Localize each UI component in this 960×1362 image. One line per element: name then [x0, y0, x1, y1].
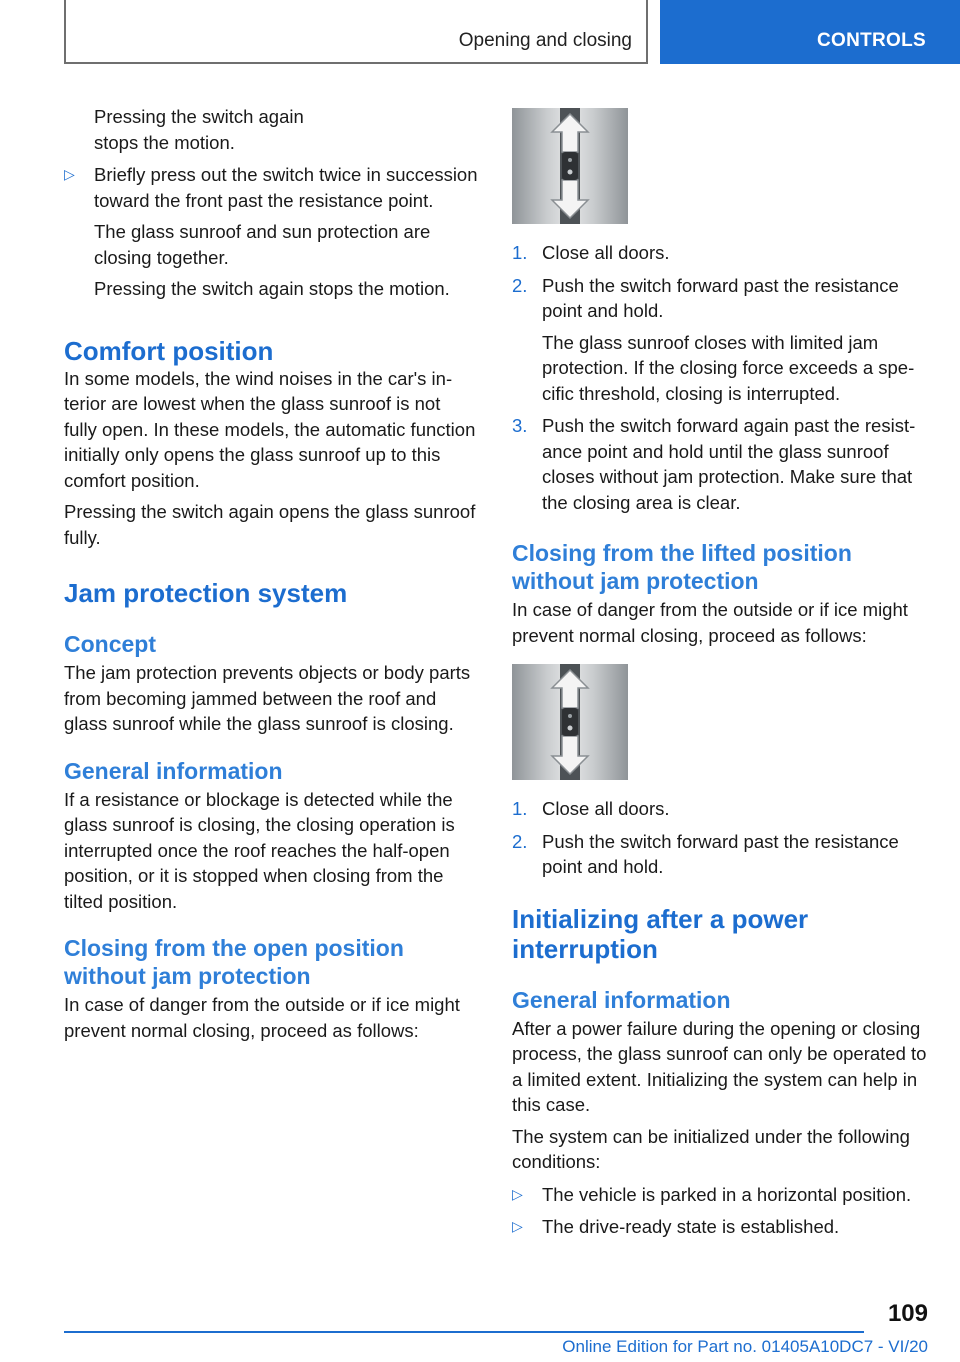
header-chapter-box: [660, 0, 960, 64]
heading-general: General information: [512, 986, 731, 1013]
heading-jam: Jam protection system: [64, 578, 348, 608]
footer-divider: [64, 1331, 864, 1333]
footer-edition: Online Edition for Part no. 01405A10DC7 - VI/20: [562, 1337, 928, 1356]
paragraph: Pressing the switch again opens the glass sunroof fully.: [64, 501, 476, 548]
paragraph: In case of danger from the outside or if ice might prevent normal closing, proceed as follows:: [512, 599, 908, 646]
list-item: 2. Push the switch forward past the resistance point and hold. The glass sunroof closes with limited jam protection. If the closing force exceeds a specific threshold, closing is interrupted.: [512, 274, 915, 404]
bullet-text: Briefly press out the switch twice in succession toward the front past the resistance point.: [94, 164, 478, 211]
list-item: ▷ The drive-ready state is established.: [512, 1214, 930, 1240]
sunroof-switch-image: [512, 664, 628, 780]
heading-initializing: Initializing after a power interruption: [512, 903, 809, 964]
heading-closing-open: Closing from the open position without jam protection: [64, 935, 404, 989]
paragraph: The system can be initialized under the following conditions:: [512, 1125, 910, 1172]
list-item: 1. Close all doors.: [512, 798, 670, 819]
chapter-title: CONTROLS: [816, 30, 926, 51]
list-item: 1. Close all doors.: [512, 242, 670, 263]
bullet-text: Pressing the switch again stops the motion.: [94, 278, 450, 299]
heading-concept: Concept: [64, 631, 156, 657]
section-title: Opening and closing: [458, 30, 632, 51]
bullet-text: The glass sunroof and sun protection are closing together.: [94, 221, 431, 268]
list-item: ▷ The vehicle is parked in a horizontal position.: [512, 1182, 930, 1208]
heading-comfort: Comfort position: [64, 335, 274, 366]
paragraph: If a resistance or blockage is detected while the glass sunroof is closing, the closing operation is interrupted once the roof reaches the half-open position, or it is stopped when closing from the tilted position.: [64, 788, 455, 912]
paragraph: In some models, the wind noises in the car's interior are lowest when the glass sunroof is not fully open. In these models, the automatic function initially only opens the glass sunroof up to this comfort position.: [64, 367, 476, 491]
triangle-bullet-icon: ▷: [64, 166, 75, 182]
paragraph: In case of danger from the outside or if ice might prevent normal closing, proceed as follows:: [64, 994, 460, 1041]
triangle-bullet-icon: ▷: [512, 1185, 523, 1202]
paragraph: The jam protection prevents objects or body parts from becoming jammed between the roof and glass sunroof while the glass sunroof is closing.: [64, 662, 471, 734]
paragraph: After a power failure during the opening or closing process, the glass sunroof can only be operated to a limited extent. Initializing the system can help in this case.: [512, 1017, 927, 1115]
heading-general: General information: [64, 757, 283, 784]
list-item: 2. Push the switch forward past the resistance point and hold.: [512, 830, 899, 877]
page-number: 109: [887, 1300, 928, 1327]
triangle-bullet-icon: ▷: [512, 1218, 523, 1234]
heading-closing-lifted: Closing from the lifted position without jam protection: [512, 540, 852, 594]
left-column: [64, 104, 478, 1043]
right-column: [512, 104, 930, 1240]
header-section-box: [64, 0, 648, 64]
list-item: 3. Push the switch forward again past the resistance point and hold until the glass sunroof closes without jam protection. Make sure that the closing area is clear.: [512, 415, 916, 513]
intro-text: Pressing the switch again stops the motion.: [94, 106, 304, 153]
list-item: [64, 162, 478, 302]
sunroof-switch-image: [512, 108, 628, 224]
